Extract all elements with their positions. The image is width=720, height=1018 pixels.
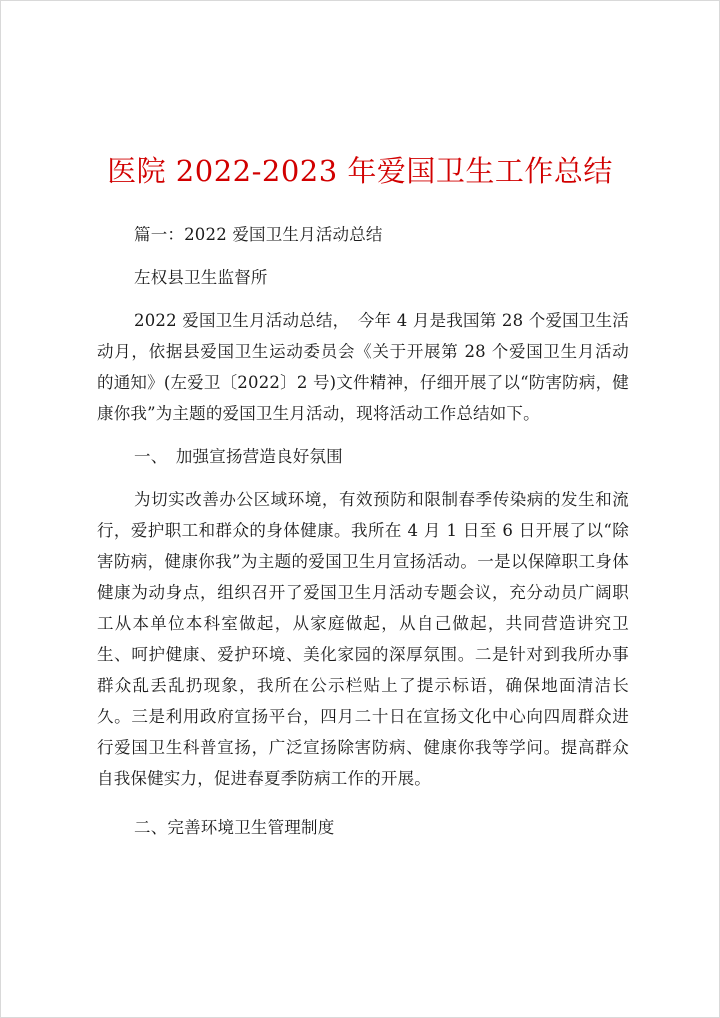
section-heading-part-one: 篇一：2022 爱国卫生月活动总结: [134, 225, 383, 244]
document-title: 医院 2022-2023 年爱国卫生工作总结: [107, 154, 613, 188]
section-heading-one: 一、 加强宣扬营造良好氛围: [134, 447, 343, 466]
intro-paragraph: 2022 爱国卫生月活动总结， 今年 4 月是我国第 28 个爱国卫生活动月，依据县爱国卫生运动委员会《关于开展第 28 个爱国卫生月活动的通知》(左爱卫〔2022〕2 号)文件精神，仔细开展了以“防害防病，健康你我”为主题的爱国卫生月活动，现将活动工作总结如下。: [97, 311, 629, 423]
body-paragraph: 为切实改善办公区域环境，有效预防和限制春季传染病的发生和流行，爱护职工和群众的身体健康。我所在 4 月 1 日至 6 日开展了以“除害防病，健康你我”为主题的爱国卫生月宣扬活动。一是以保障职工身体健康为动身点，组织召开了爱国卫生月活动专题会议，充分动员广阔职工从本单位本科室做起，从家庭做起，从自己做起，共同营造讲究卫生、呵护健康、爱护环境、美化家园的深厚氛围。二是针对到我所办事群众乱丢乱扔现象，我所在公示栏贴上了提示标语，确保地面清洁长久。三是利用政府宣扬平台，四月二十日在宣扬文化中心向四周群众进行爱国卫生科普宣扬，广泛宣扬除害防病、健康你我等学问。提高群众自我保健实力，促进春夏季防病工作的开展。: [97, 490, 629, 788]
section-heading-two: 二、完善环境卫生管理制度: [134, 818, 335, 837]
organization-name: 左权县卫生监督所: [134, 268, 268, 287]
document-body: [97, 219, 629, 843]
